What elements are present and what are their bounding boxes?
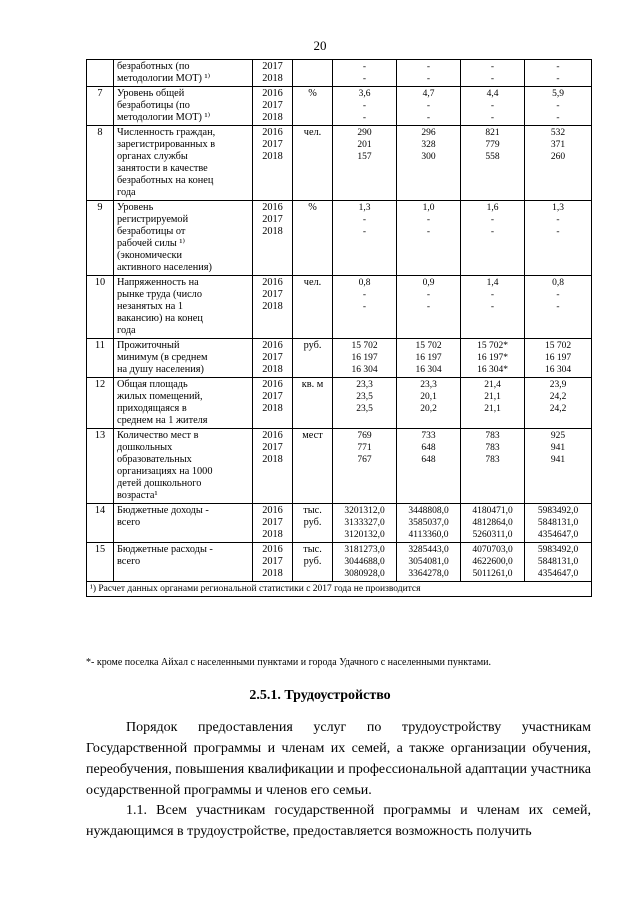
section-heading: 2.5.1. Трудоустройство: [249, 688, 391, 703]
value-col-3: - -: [461, 60, 525, 87]
value-col-2: 3448808,0 3585037,0 4113360,0: [397, 504, 461, 543]
value-col-1: 23,3 23,5 23,5: [333, 378, 397, 429]
value-col-1: 290 201 157: [333, 126, 397, 201]
value-col-1: 3,6 - -: [333, 87, 397, 126]
value-col-3: 821 779 558: [461, 126, 525, 201]
value-col-4: 925 941 941: [525, 429, 592, 504]
value-col-3: 4070703,0 4622600,0 5011261,0: [461, 543, 525, 582]
row-number: 12: [87, 378, 114, 429]
asterisk-note: *- кроме поселка Айхал с населенными пунктами и города Удачного с населенными пунктами.: [86, 657, 492, 668]
value-col-2: 23,3 20,1 20,2: [397, 378, 461, 429]
value-col-2: 0,9 - -: [397, 276, 461, 339]
value-col-3: 783 783 783: [461, 429, 525, 504]
unit: мест: [293, 429, 333, 504]
table-row: [87, 504, 592, 543]
value-col-2: 4,7 - -: [397, 87, 461, 126]
value-col-2: 3285443,0 3054081,0 3364278,0: [397, 543, 461, 582]
row-number: 8: [87, 126, 114, 201]
year-list: 2016 2017 2018: [253, 339, 293, 378]
year-list: 2016 2017 2018: [253, 429, 293, 504]
year-list: 2016 2017 2018: [253, 378, 293, 429]
indicator-name: Общая площадь жилых помещений, приходящаяся в среднем на 1 жителя: [114, 378, 253, 429]
indicator-name: Количество мест в дошкольных образовательных организациях на 1000 детей дошкольного возраста¹: [114, 429, 253, 504]
value-col-4: 0,8 - -: [525, 276, 592, 339]
value-col-3: 21,4 21,1 21,1: [461, 378, 525, 429]
year-list: 2017 2018: [253, 60, 293, 87]
row-number: 11: [87, 339, 114, 378]
value-col-1: 3201312,0 3133327,0 3120132,0: [333, 504, 397, 543]
value-col-4: - -: [525, 60, 592, 87]
value-col-2: 733 648 648: [397, 429, 461, 504]
unit: руб.: [293, 339, 333, 378]
table-row: [87, 201, 592, 276]
indicator-name: Бюджетные доходы - всего: [114, 504, 253, 543]
table-row: [87, 429, 592, 504]
value-col-4: 5,9 - -: [525, 87, 592, 126]
indicator-name: Уровень регистрируемой безработицы от рабочей силы ¹⁾ (экономически активного населения): [114, 201, 253, 276]
value-col-2: 1,0 - -: [397, 201, 461, 276]
value-col-2: 296 328 300: [397, 126, 461, 201]
unit: кв. м: [293, 378, 333, 429]
table-row: [87, 276, 592, 339]
row-number: 15: [87, 543, 114, 582]
table-row: [87, 126, 592, 201]
unit: тыс. руб.: [293, 543, 333, 582]
unit: %: [293, 201, 333, 276]
value-col-1: - -: [333, 60, 397, 87]
row-number: [87, 60, 114, 87]
table-row: [87, 339, 592, 378]
body-paragraph: Порядок предоставления услуг по трудоустройству участникам Государственной программы и членам их семей, а также организации обучения, переобучения, повышения квалификации и профессиональной адаптации участника осударственной программы и членов его семьи.: [86, 720, 591, 798]
row-number: 14: [87, 504, 114, 543]
indicator-name: безработных (по методологии МОТ) ¹⁾: [114, 60, 253, 87]
value-col-3: 15 702* 16 197* 16 304*: [461, 339, 525, 378]
value-col-1: 0,8 - -: [333, 276, 397, 339]
row-number: 10: [87, 276, 114, 339]
value-col-1: 1,3 - -: [333, 201, 397, 276]
table-footnote: ¹) Расчет данных органами региональной статистики с 2017 года не производится: [87, 582, 592, 597]
table-footnote-row: [87, 582, 592, 597]
table-row: [87, 378, 592, 429]
value-col-4: 15 702 16 197 16 304: [525, 339, 592, 378]
value-col-4: 532 371 260: [525, 126, 592, 201]
unit: чел.: [293, 276, 333, 339]
body-paragraph: 1.1. Всем участникам государственной программы и членам их семей, нуждающимся в трудоустройстве, предоставляется возможность получить: [86, 803, 591, 839]
value-col-3: 1,4 - -: [461, 276, 525, 339]
value-col-3: 4,4 - -: [461, 87, 525, 126]
year-list: 2016 2017 2018: [253, 543, 293, 582]
page-number: 20: [313, 38, 327, 53]
year-list: 2016 2017 2018: [253, 87, 293, 126]
year-list: 2016 2017 2018: [253, 126, 293, 201]
value-col-1: 3181273,0 3044688,0 3080928,0: [333, 543, 397, 582]
unit: [293, 60, 333, 87]
table-row: [87, 87, 592, 126]
value-col-3: 1,6 - -: [461, 201, 525, 276]
table-row: [87, 60, 592, 87]
table-row: [87, 543, 592, 582]
year-list: 2016 2017 2018: [253, 504, 293, 543]
value-col-4: 5983492,0 5848131,0 4354647,0: [525, 543, 592, 582]
value-col-1: 769 771 767: [333, 429, 397, 504]
value-col-2: - -: [397, 60, 461, 87]
indicator-name: Численность граждан, зарегистрированных в органах службы занятости в качестве безработных на конец года: [114, 126, 253, 201]
unit: чел.: [293, 126, 333, 201]
indicator-name: Напряженность на рынке труда (число незанятых на 1 вакансию) на конец года: [114, 276, 253, 339]
row-number: 13: [87, 429, 114, 504]
indicator-name: Прожиточный минимум (в среднем на душу населения): [114, 339, 253, 378]
unit: тыс. руб.: [293, 504, 333, 543]
value-col-4: 5983492,0 5848131,0 4354647,0: [525, 504, 592, 543]
value-col-4: 23,9 24,2 24,2: [525, 378, 592, 429]
statistics-table: [86, 59, 592, 597]
indicator-name: Бюджетные расходы - всего: [114, 543, 253, 582]
year-list: 2016 2017 2018: [253, 276, 293, 339]
unit: %: [293, 87, 333, 126]
value-col-3: 4180471,0 4812864,0 5260311,0: [461, 504, 525, 543]
value-col-4: 1,3 - -: [525, 201, 592, 276]
value-col-1: 15 702 16 197 16 304: [333, 339, 397, 378]
year-list: 2016 2017 2018: [253, 201, 293, 276]
row-number: 7: [87, 87, 114, 126]
indicator-name: Уровень общей безработицы (по методологии МОТ) ¹⁾: [114, 87, 253, 126]
value-col-2: 15 702 16 197 16 304: [397, 339, 461, 378]
row-number: 9: [87, 201, 114, 276]
